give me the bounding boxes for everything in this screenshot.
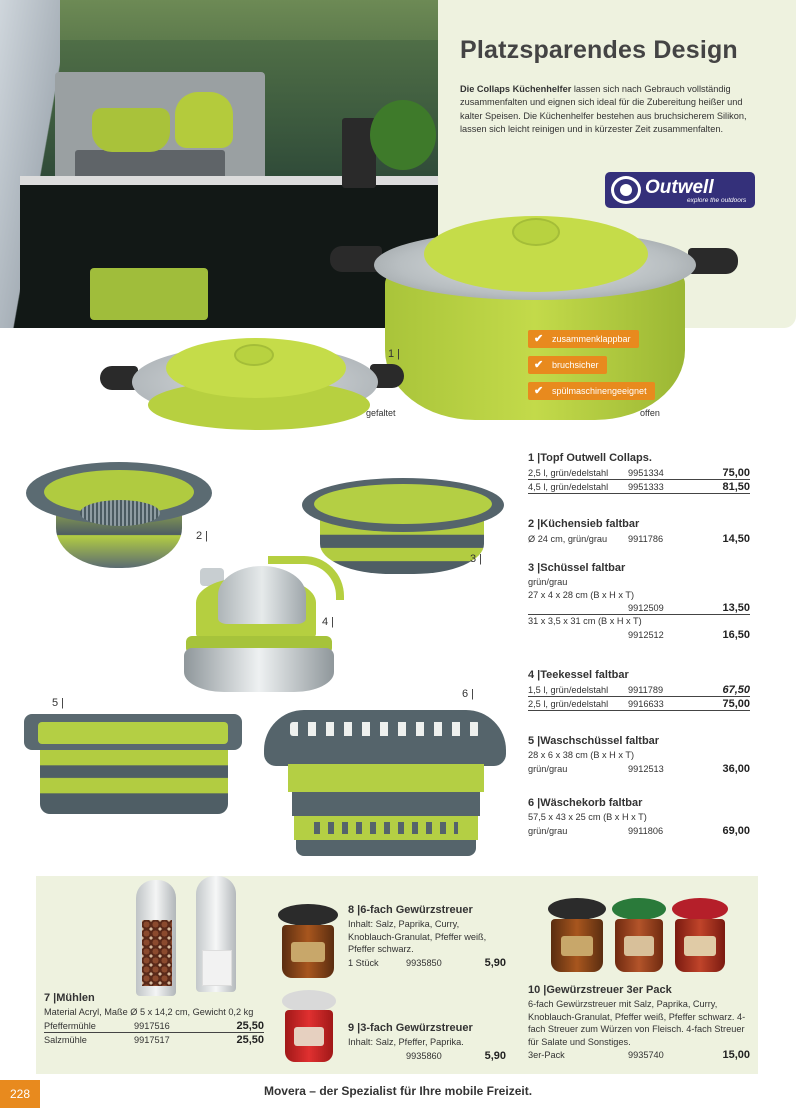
product-number: 3 | (528, 562, 541, 574)
price-row: grün/grau 9912513 36,00 (528, 762, 750, 775)
product-text: 6-fach Gewürzstreuer mit Salz, Paprika, Curry, Knoblauch-Granulat, Pfeffer weiß, Pfeffer schwarz. 4-fach Streuer zum Würzen von Fleisch. 4-fach Streuer für Salate und Sonstiges. (528, 999, 746, 1047)
product-name: Küchensieb faltbar (540, 518, 640, 530)
price-row: Pfeffermühle 9917516 25,50 (44, 1019, 264, 1032)
product-7 (44, 992, 264, 1047)
product-2 (528, 518, 750, 546)
price-row: 3er-Pack 9935740 15,00 (528, 1049, 750, 1061)
product-sub: grün/grau (528, 577, 568, 587)
kettle-lid (218, 566, 306, 624)
product-number: 7 | (44, 992, 57, 1004)
product-text: Material Acryl, Maße Ø 5 x 14,2 cm, Gewicht 0,2 kg (44, 1007, 254, 1017)
price-row: 1,5 l, grün/edelstahl 9911789 67,50 (528, 684, 750, 696)
spice-jar-6fold (278, 904, 338, 978)
product-6 (528, 797, 750, 838)
product-5 (528, 735, 750, 776)
product-name: 6-fach Gewürzstreuer (360, 904, 473, 916)
page-title: Platzsparendes Design (460, 36, 738, 64)
product-10 (528, 984, 750, 1062)
item-number: 5 | (52, 697, 65, 709)
product-dim: 27 x 4 x 28 cm (B x H x T) (528, 589, 635, 600)
tub-inner (38, 722, 228, 744)
price-row: Salzmühle 9917517 25,50 (44, 1033, 264, 1046)
salt-mill-contents (202, 950, 232, 986)
hero-photo (0, 0, 438, 328)
price-row: 4,5 l, grün/edelstahl 9951333 81,50 (528, 481, 750, 493)
price-row: 1 Stück 9935850 5,90 (348, 956, 506, 969)
product-1 (528, 452, 750, 494)
item-number: 2 | (196, 530, 209, 542)
product-number: 6 | (528, 797, 541, 809)
price-row: 2,5 l, grün/edelstahl 9916633 75,00 (528, 698, 750, 710)
product-name: Teekessel faltbar (540, 669, 629, 681)
outwell-logo-icon (611, 176, 641, 204)
price-row: 9912512 16,50 (628, 628, 750, 641)
product-number: 1 | (528, 452, 541, 464)
pot-handle-right (688, 248, 738, 274)
intro-text: Die Collaps Küchenhelfer lassen sich nach Gebrauch vollständig zusammenfalten und eignen sich ideal für die Zubereitung heißer und kalter Speisen. Die Küchenhelfer bestehen aus bruchsicherem Silikon, lassen sich leicht reinigen und in kürzester Zeit zusammenfalten. (460, 84, 747, 134)
sieve-mesh (80, 500, 160, 526)
item-number: 1 | (388, 348, 401, 360)
folded-pot-knob (234, 344, 274, 366)
spice-jar-3fold (282, 990, 336, 1062)
product-name: Waschschüssel faltbar (540, 735, 660, 747)
outwell-logo: Outwell explore the outdoors (605, 172, 755, 208)
price-row: grün/grau 9911806 69,00 (528, 824, 750, 837)
spice-jar-pack-1 (548, 898, 606, 972)
page-number: 228 (0, 1080, 40, 1108)
product-8 (348, 904, 506, 970)
caption-open: offen (640, 408, 660, 418)
spice-jar-pack-2 (612, 898, 666, 972)
price-row: 9912509 13,50 (528, 601, 750, 615)
product-number: 4 | (528, 669, 541, 681)
bowl-inner (314, 484, 492, 524)
product-name: Schüssel faltbar (540, 562, 626, 574)
laundry-basket (264, 710, 506, 856)
product-number: 9 | (348, 1022, 361, 1034)
check-icon: ✔ (534, 385, 544, 397)
product-3 (528, 562, 750, 642)
feature-badge: ✔ zusammenklappbar (528, 330, 639, 348)
item-number: 6 | (462, 688, 475, 700)
footer-slogan: Movera – der Spezialist für Ihre mobile Freizeit. (263, 1084, 533, 1098)
product-name: Wäschekorb faltbar (540, 797, 643, 809)
pepper-mill-contents (142, 920, 172, 986)
kettle-steel-base (184, 648, 334, 692)
feature-badge: ✔ spülmaschinengeeignet (528, 382, 655, 400)
pot-lid-knob (512, 218, 560, 246)
product-number: 10 | (528, 984, 547, 996)
product-text: Inhalt: Salz, Paprika, Curry, Knoblauch-Granulat, Pfeffer weiß, Pfeffer schwarz. (348, 919, 487, 954)
feature-badge: ✔ bruchsicher (528, 356, 607, 374)
price-row: Ø 24 cm, grün/grau 9911786 14,50 (528, 533, 750, 545)
product-dim: 57,5 x 43 x 25 cm (B x H x T) (528, 812, 647, 822)
check-icon: ✔ (534, 333, 544, 345)
product-number: 5 | (528, 735, 541, 747)
spice-jar-pack-3 (672, 898, 728, 972)
product-number: 8 | (348, 904, 361, 916)
price-row: 9935860 5,90 (406, 1049, 506, 1062)
item-number: 4 | (322, 616, 335, 628)
price-row: 2,5 l, grün/edelstahl 9951334 75,00 (528, 467, 750, 479)
product-name: Topf Outwell Collaps. (540, 452, 652, 464)
product-4 (528, 669, 750, 711)
product-name: Gewürzstreuer 3er Pack (546, 984, 672, 996)
product-dim: 28 x 6 x 38 cm (B x H x T) (528, 750, 635, 760)
check-icon: ✔ (534, 359, 544, 371)
product-name: Mühlen (56, 992, 95, 1004)
caption-folded: gefaltet (366, 408, 396, 418)
product-9 (348, 1022, 506, 1063)
wash-tub (40, 744, 228, 814)
product-dim: 31 x 3,5 x 31 cm (B x H x T) (528, 616, 642, 626)
product-text: Inhalt: Salz, Pfeffer, Paprika. (348, 1037, 464, 1047)
product-number: 2 | (528, 518, 541, 530)
item-number: 3 | (470, 553, 483, 565)
product-name: 3-fach Gewürzstreuer (360, 1022, 473, 1034)
